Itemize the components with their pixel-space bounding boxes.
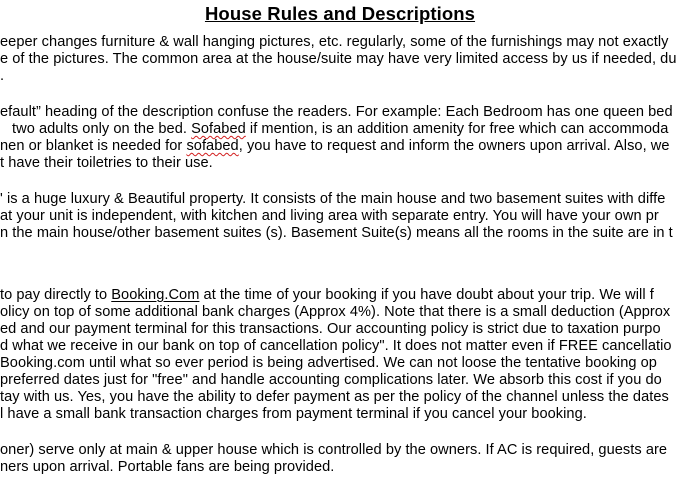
text-span: , you have to request and inform the owners upon arrival. Also, we [238,138,670,154]
spellcheck-word: Sofabed [191,121,246,137]
text-line [0,287,654,304]
text-line: at your unit is independent, with kitchen and living area with separate entry. You will have your own pr [0,208,659,224]
text-line: eeper changes furniture & wall hanging pictures, etc. regularly, some of the furnishings may not exactly [0,34,669,50]
text-span: at the time of your booking if you have doubt about your trip. We will f [199,287,654,303]
page-title: House Rules and Descriptions [204,3,476,24]
text-line [0,138,670,155]
text-line: Booking.com until what so ever period is being advertised. We can not loose the tentative booking op [0,355,657,371]
text-line: l have a small bank transaction charges from payment terminal if you cancel your booking. [0,406,587,422]
text-line: . [0,68,5,84]
text-line: olicy on top of some additional bank charges (Approx 4%). Note that there is a small deduction (Approx [0,304,671,320]
text-span: if mention, is an addition amenity for free which can accommoda [245,121,669,137]
text-line: oner) serve only at main & upper house which is controlled by the owners. If AC is required, guests are [0,442,668,458]
text-line: e of the pictures. The common area at the house/suite may have very limited access by us if needed, du [0,51,677,67]
text-line: ' is a huge luxury & Beautiful property. It consists of the main house and two basement suites with diffe [0,191,666,207]
text-line: tay with us. Yes, you have the ability to defer payment as per the policy of the channel unless the dates [0,389,669,405]
text-line: ners upon arrival. Portable fans are being provided. [0,459,335,475]
text-line: efault” heading of the description confuse the readers. For example: Each Bedroom has one queen bed [0,104,673,120]
booking-link[interactable]: Booking.Com [111,287,200,303]
text-span: nen or blanket is needed for [0,138,187,154]
text-line [12,121,668,138]
text-line: t have their toiletries to their use. [0,155,213,171]
text-span: to pay directly to [0,287,112,303]
text-line: n the main house/other basement suites (s). Basement Suite(s) means all the rooms in the suite are in t [0,225,673,241]
text-line: d what we receive in our bank on top of cancellation policy". It does not matter even if FREE cancellatio [0,338,672,354]
spellcheck-word: sofabed [186,138,239,154]
text-line: preferred dates just for "free" and handle accounting complications later. We absorb this cost if you do [0,372,662,388]
text-line: ed and our payment terminal for this transactions. Our accounting policy is strict due to taxation purpo [0,321,661,337]
text-span: two adults only on the bed. [12,121,192,137]
